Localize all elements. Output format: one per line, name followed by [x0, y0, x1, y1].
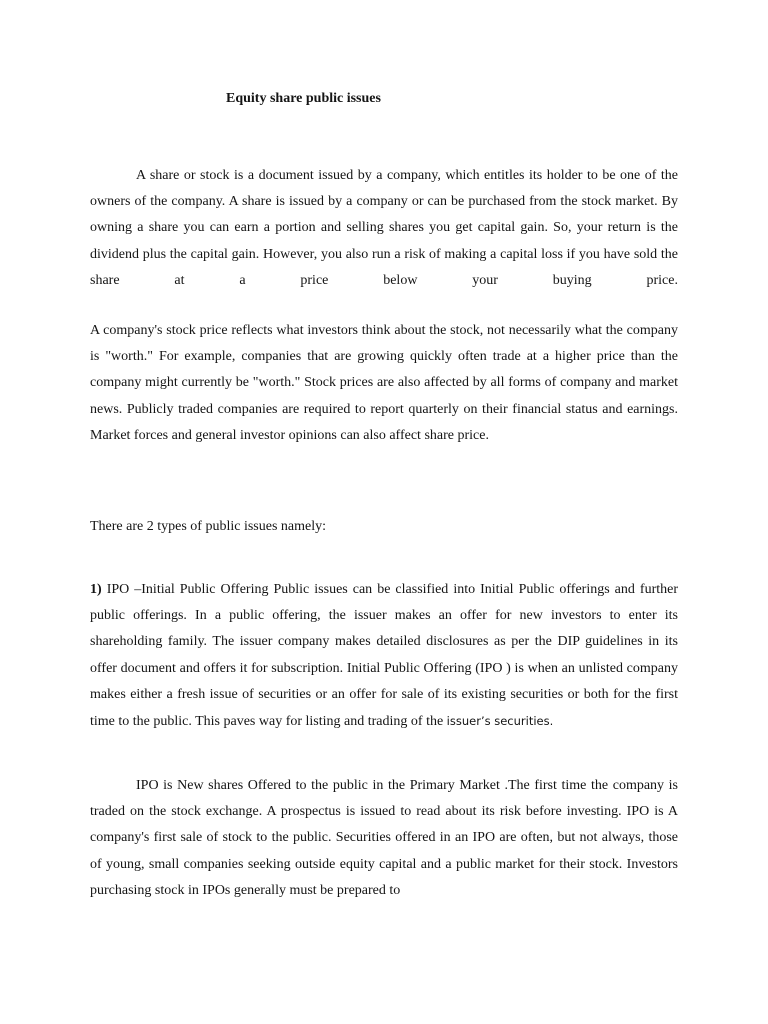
paragraph-stock-price — [90, 318, 678, 449]
paragraph-text: A share or stock is a document issued by a company, which entitles its holder to be one of the owners of the company. A share is issued by a company or can be purchased from the stock market. By owning a share you can earn a portion and selling shares you get capital gain. So, your return is the dividend plus the capital gain. However, you also run a risk of making a capital loss if you have sold the share at a price below your buying price. — [90, 168, 678, 288]
paragraph-text: There are 2 types of public issues namely: — [90, 519, 326, 534]
paragraph-tail-text: issuer’s securities. — [446, 714, 554, 729]
paragraph-types-intro — [90, 514, 678, 540]
list-number: 1) — [90, 582, 102, 597]
paragraph-text: IPO –Initial Public Offering Public issues can be classified into Initial Public offerings and further public offerings. In a public offering, the issuer makes an offer for new investors to enter its shareholding family. The issuer company makes detailed disclosures as per the DIP guidelines in its offer document and offers it for subscription. Initial Public Offering (IPO ) is when an unlisted company makes either a fresh issue of securities or an offer for sale of its existing securities or both for the first time to the public. This paves way for listing and trading of the — [90, 582, 678, 730]
paragraph-text: A company's stock price reflects what investors think about the stock, not necessarily what the company is "worth." For example, companies that are growing quickly often trade at a higher price than the company might currently be "worth." Stock prices are also affected by all forms of company and market news. Publicly traded companies are required to report quarterly on their financial status and earnings. Market forces and general investor opinions can also affect share price. — [90, 323, 678, 443]
paragraph-share-definition — [90, 163, 678, 294]
document-title: Equity share public issues — [226, 91, 381, 106]
paragraph-ipo-details — [90, 773, 678, 904]
paragraph-ipo-definition — [90, 577, 678, 735]
paragraph-text: IPO is New shares Offered to the public in the Primary Market .The first time the company is traded on the stock exchange. A prospectus is issued to read about its risk before investing. IPO is A company's first sale of stock to the public. Securities offered in an IPO are often, but not always, those of young, small companies seeking outside equity capital and a public market for their stock. Investors purchasing stock in IPOs generally must be prepared to — [90, 778, 678, 898]
